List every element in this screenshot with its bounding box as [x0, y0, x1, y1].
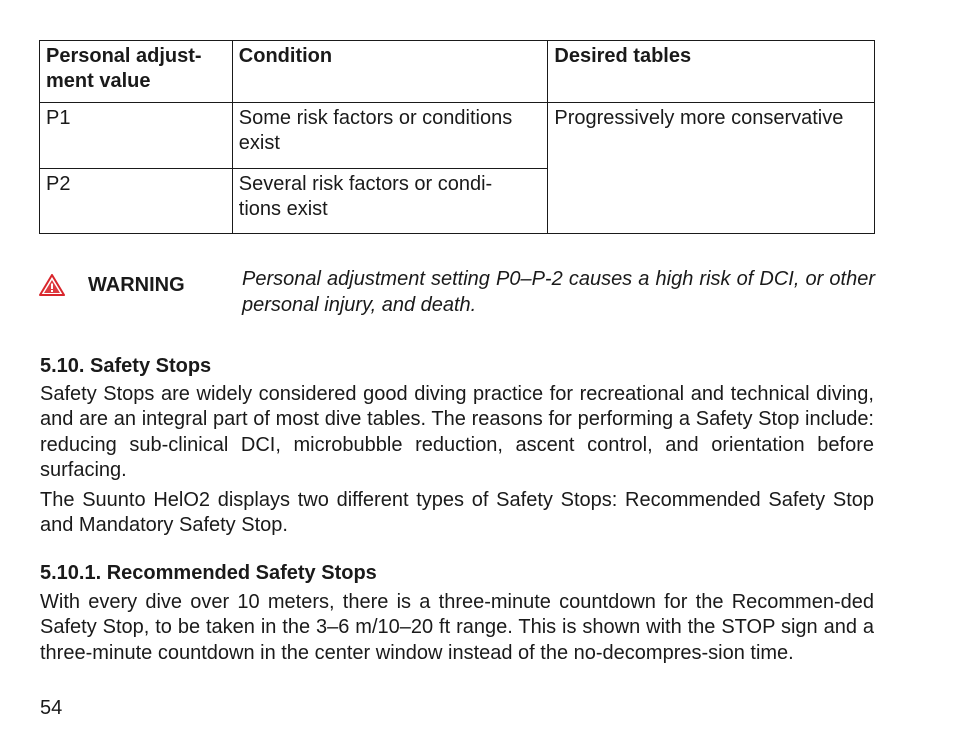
- recommended-safety-stops-paragraph: With every dive over 10 meters, there is a three-minute countdown for the Recommen-ded Safety Stop, to be taken in the 3–6 m/10–20 ft range. This is shown with the STOP sign and a three-minute countdown in the center window instead of the no-decompres-sion time.: [40, 591, 874, 664]
- cell-desired-merged: Progressively more conservative: [548, 103, 875, 234]
- cell-value-p1: P1: [40, 103, 233, 169]
- cell-condition-p2: Several risk factors or condi- tions exist: [232, 169, 548, 234]
- warning-block: [39, 266, 875, 326]
- safety-stops-paragraph-1: Safety Stops are widely considered good diving practice for recreational and technical diving, and are an integral part of most dive tables. The reasons for performing a Safety Stop include: reducing sub-clinical DCI, microbubble reduction, ascent control, and orientation before surfacing.: [40, 383, 874, 481]
- cell-condition-p1: Some risk factors or conditions exist: [232, 103, 548, 169]
- safety-stops-paragraph-2: The Suunto HelO2 displays two different types of Safety Stops: Recommended Safety Stop and Mandatory Safety Stop.: [40, 489, 874, 537]
- header-desired-tables: Desired tables: [548, 41, 875, 103]
- section-heading-5-10-1: 5.10.1. Recommended Safety Stops: [40, 562, 377, 584]
- personal-adjustment-table: [39, 40, 875, 234]
- cell-value-p2: P2: [40, 169, 233, 234]
- warning-label: WARNING: [88, 274, 185, 296]
- header-condition: Condition: [232, 41, 548, 103]
- header-personal-adjustment-value: Personal adjust- ment value: [40, 41, 233, 103]
- warning-triangle-icon: [39, 274, 65, 296]
- warning-text: Personal adjustment setting P0–P-2 causes a high risk of DCI, or other personal injury, and death.: [242, 268, 875, 316]
- page-number: 54: [40, 697, 63, 719]
- table-header-row: [40, 41, 875, 103]
- table-row: [40, 103, 875, 169]
- section-heading-5-10: 5.10. Safety Stops: [40, 355, 212, 377]
